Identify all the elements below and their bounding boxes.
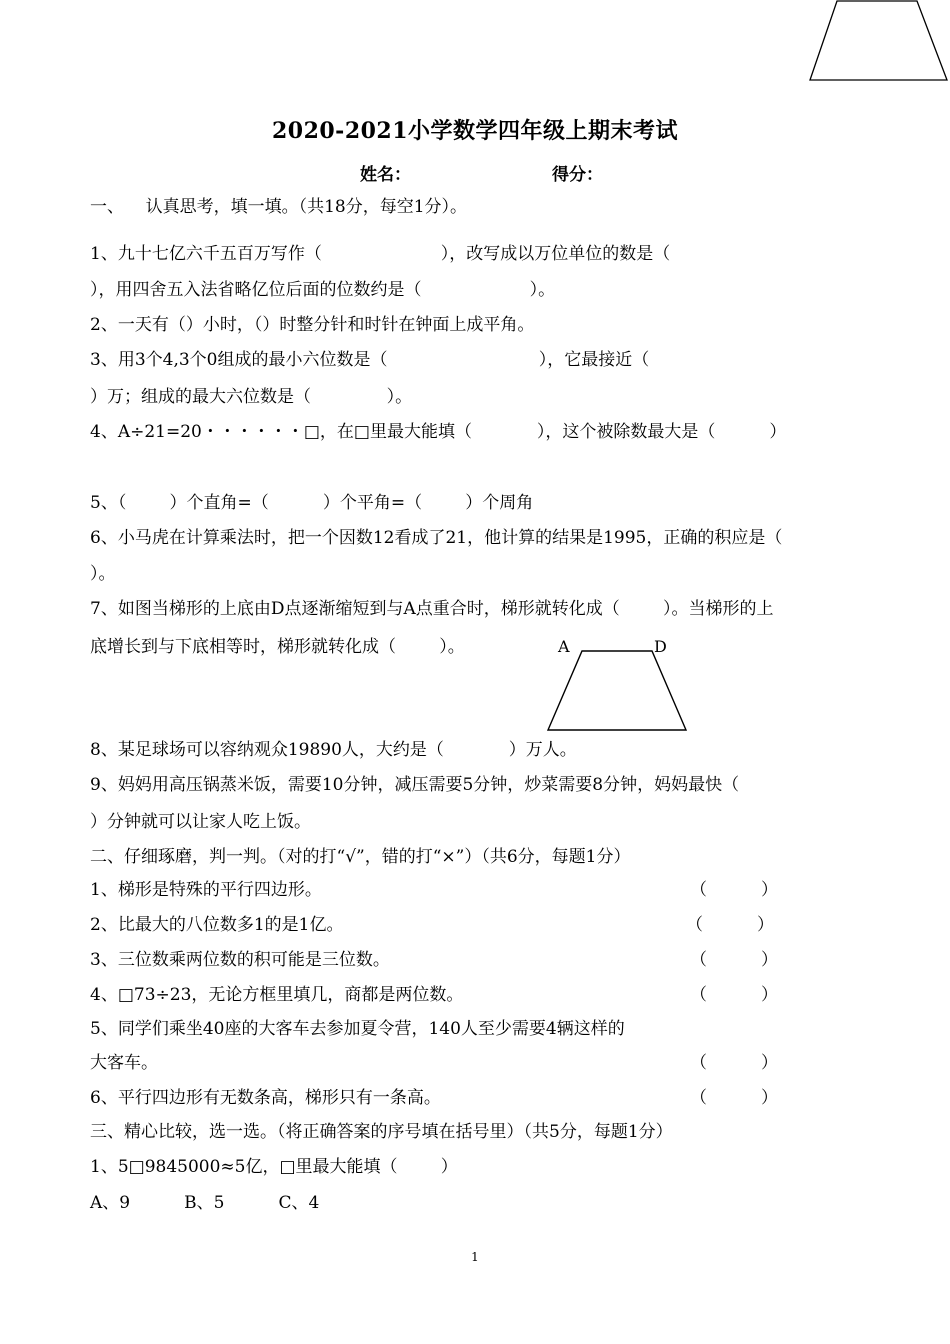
section1-line: 4、A÷21=20・・・・・・□，在□里最大能填（ ），这个被除数最大是（ ） bbox=[90, 422, 787, 442]
section1-line: 5、（ ）个直角=（ ）个平角=（ ）个周角 bbox=[90, 493, 534, 513]
judge-item: 大客车。 bbox=[90, 1053, 158, 1073]
section1-line: 1、九十七亿六千五百万写作（ ），改写成以万位单位的数是（ bbox=[90, 244, 671, 264]
section1-heading: 一、 认真思考，填一填。（共18分，每空1分）。 bbox=[90, 197, 468, 217]
section1-line: 底增长到与下底相等时，梯形就转化成（ ）。 bbox=[90, 637, 465, 657]
figure-label-a: A bbox=[558, 637, 570, 656]
section1-line: 7、如图当梯形的上底由D点逐渐缩短到与A点重合时，梯形就转化成（ ）。当梯形的上 bbox=[90, 599, 774, 619]
answer-paren: （ ） bbox=[686, 915, 775, 935]
section1-line: 2、一天有（）小时，（）时整分针和时针在钟面上成平角。 bbox=[90, 315, 535, 335]
choice-options: A、9 B、5 C、4 bbox=[90, 1193, 320, 1213]
corner-trapezoid-figure bbox=[805, 0, 950, 84]
section2-heading: 二、仔细琢磨，判一判。（对的打“√”，错的打“×”）（共6分，每题1分） bbox=[90, 847, 631, 867]
name-label: 姓名： bbox=[360, 165, 411, 185]
section1-line: ）。 bbox=[90, 564, 116, 584]
judge-item: 5、同学们乘坐40座的大客车去参加夏令营，140人至少需要4辆这样的 bbox=[90, 1019, 625, 1039]
choice-question: 1、5□9845000≈5亿，□里最大能填（ ） bbox=[90, 1157, 458, 1177]
judge-item: 4、□73÷23，无论方框里填几，商都是两位数。 bbox=[90, 985, 464, 1005]
page-title: 2020-2021小学数学四年级上期末考试 bbox=[271, 118, 679, 144]
judge-item: 1、梯形是特殊的平行四边形。 bbox=[90, 880, 322, 900]
answer-paren: （ ） bbox=[690, 880, 779, 900]
section1-line: ），用四舍五入法省略亿位后面的位数约是（ ）。 bbox=[90, 280, 556, 300]
section3-heading: 三、精心比较，选一选。（将正确答案的序号填在括号里）（共5分，每题1分） bbox=[90, 1122, 673, 1142]
judge-item: 6、平行四边形有无数条高，梯形只有一条高。 bbox=[90, 1088, 441, 1108]
judge-item: 2、比最大的八位数多1的是1亿。 bbox=[90, 915, 344, 935]
section1-line: ）分钟就可以让家人吃上饭。 bbox=[90, 812, 311, 832]
page-number: 1 bbox=[471, 1250, 479, 1264]
score-label: 得分： bbox=[552, 165, 603, 185]
answer-paren: （ ） bbox=[690, 1053, 779, 1073]
answer-paren: （ ） bbox=[690, 950, 779, 970]
answer-paren: （ ） bbox=[690, 1088, 779, 1108]
section1-line: ）万；组成的最大六位数是（ ）。 bbox=[90, 387, 413, 407]
section1-line: 3、用3个4,3个0组成的最小六位数是（ ），它最接近（ bbox=[90, 350, 650, 370]
section1-line: 6、小马虎在计算乘法时，把一个因数12看成了21，他计算的结果是1995，正确的积应是（ bbox=[90, 528, 783, 548]
section1-line: 9、妈妈用高压锅蒸米饭，需要10分钟，减压需要5分钟，炒菜需要8分钟，妈妈最快（ bbox=[90, 775, 740, 795]
answer-paren: （ ） bbox=[690, 985, 779, 1005]
judge-item: 3、三位数乘两位数的积可能是三位数。 bbox=[90, 950, 390, 970]
trapezoid-figure bbox=[545, 648, 691, 734]
section1-line: 8、某足球场可以容纳观众19890人，大约是（ ）万人。 bbox=[90, 740, 577, 760]
figure-label-d: D bbox=[654, 637, 667, 656]
